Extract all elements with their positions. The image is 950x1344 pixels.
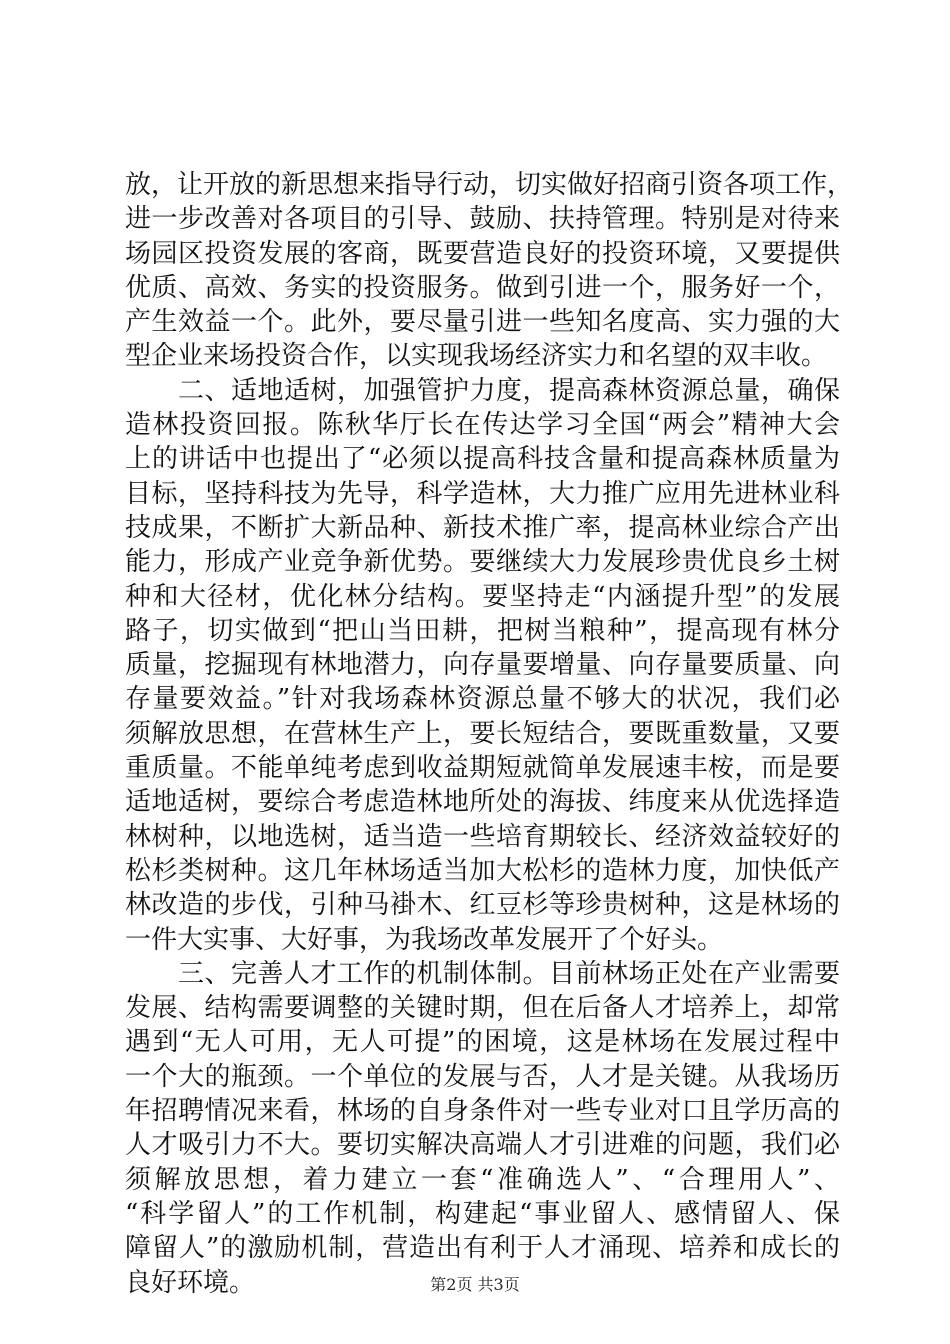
text-line: 林改造的步伐，引种马褂木、红豆杉等珍贵树种，这是林场的 [125, 890, 840, 921]
text-line: 良好环境。 [125, 1267, 256, 1298]
text-line: 存量要效益。”针对我场森林资源总量不够大的状况，我们必 [125, 684, 840, 715]
text-line: 二、适地适树，加强管护力度，提高森林资源总量，确保 [125, 375, 840, 406]
text-line: 技成果，不断扩大新品种、新技术推广率，提高林业综合产出 [125, 512, 840, 543]
text-line: 须解放思想，着力建立一套“准确选人”、“合理用人”、 [125, 1164, 840, 1195]
text-line: 适地适树，要综合考虑造林地所处的海拔、纬度来从优选择造 [125, 787, 840, 818]
text-line: 林树种，以地选树，适当造一些培育期较长、经济效益较好的 [125, 821, 840, 852]
text-line: 型企业来场投资合作，以实现我场经济实力和名望的双丰收。 [125, 341, 828, 372]
text-line: 障留人”的激励机制，营造出有利于人才涌现、培养和成长的 [125, 1233, 840, 1264]
text-line: 年招聘情况来看，林场的自身条件对一些专业对口且学历高的 [125, 1096, 840, 1127]
text-line: 造林投资回报。陈秋华厅长在传达学习全国“两会”精神大会 [125, 410, 840, 441]
text-line: 场园区投资发展的客商，既要营造良好的投资环境，又要提供 [125, 238, 840, 269]
text-line: 人才吸引力不大。要切实解决高端人才引进难的问题，我们必 [125, 1130, 840, 1161]
text-line: “科学留人”的工作机制，构建起“事业留人、感情留人、保 [125, 1198, 840, 1229]
document-body [125, 168, 854, 1300]
page-number-footer: 第2页 共3页 [430, 1275, 520, 1294]
text-line: 进一步改善对各项目的引导、鼓励、扶持管理。特别是对待来 [125, 204, 840, 235]
text-line: 种和大径材，优化林分结构。要坚持走“内涵提升型”的发展 [125, 581, 840, 612]
text-line: 三、完善人才工作的机制体制。目前林场正处在产业需要 [125, 958, 840, 989]
text-line: 发展、结构需要调整的关键时期，但在后备人才培养上，却常 [125, 993, 840, 1024]
text-line: 路子，切实做到“把山当田耕，把树当粮种”，提高现有林分 [125, 615, 840, 646]
text-line: 一个大的瓶颈。一个单位的发展与否，人才是关键。从我场历 [125, 1061, 840, 1092]
text-line: 上的讲话中也提出了“必须以提高科技含量和提高森林质量为 [125, 444, 840, 475]
text-line: 须解放思想，在营林生产上，要长短结合，要既重数量，又要 [125, 718, 840, 749]
text-line: 遇到“无人可用，无人可提”的困境，这是林场在发展过程中 [125, 1027, 840, 1058]
text-line: 优质、高效、务实的投资服务。做到引进一个，服务好一个， [125, 272, 840, 303]
text-line: 放，让开放的新思想来指导行动，切实做好招商引资各项工作， [125, 170, 854, 200]
text-line: 产生效益一个。此外，要尽量引进一些知名度高、实力强的大 [125, 307, 840, 338]
text-line: 一件大实事、大好事，为我场改革发展开了个好头。 [125, 924, 724, 955]
text-line: 能力，形成产业竞争新优势。要继续大力发展珍贵优良乡土树 [125, 547, 840, 578]
text-line: 质量，挖掘现有林地潜力，向存量要增量、向存量要质量、向 [125, 650, 840, 681]
text-line: 松杉类树种。这几年林场适当加大松杉的造林力度，加快低产 [125, 855, 840, 886]
text-line: 重质量。不能单纯考虑到收益期短就简单发展速丰桉，而是要 [125, 753, 840, 784]
text-line: 目标，坚持科技为先导，科学造林，大力推广应用先进林业科 [125, 478, 840, 509]
